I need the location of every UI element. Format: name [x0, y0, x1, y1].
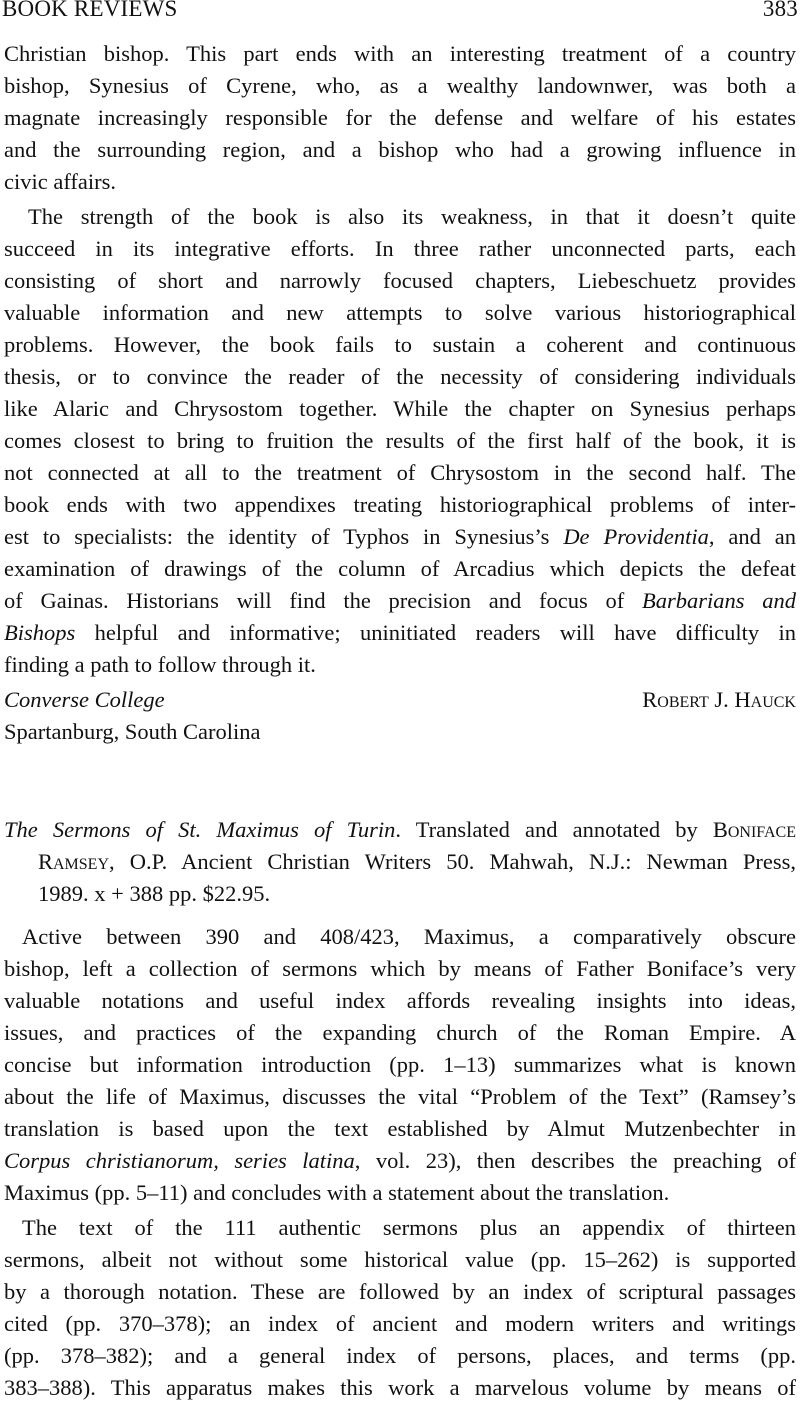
citation-line: Ramsey, O.P. Ancient Christian Writers 50. Mahwah, N.J.: Newman Press,	[38, 849, 796, 874]
reviewer-location: Spartanburg, South Carolina	[4, 719, 261, 744]
text-line: problems. However, the book fails to sustain a coherent and continuous	[4, 332, 796, 357]
text-line: The text of the 111 authentic sermons plus an appendix of thirteen	[22, 1215, 796, 1240]
citation-line: 1989. x + 388 pp. $22.95.	[38, 881, 271, 906]
text-line: examination of drawings of the column of Arcadius which depicts the defeat	[4, 556, 796, 581]
text-line: Corpus christianorum, series latina, vol. 23), then describes the preaching of	[4, 1148, 796, 1173]
page-number: 383	[762, 0, 798, 21]
reviewer-name: Robert J. Hauck	[642, 687, 796, 712]
text-line: book ends with two appendixes treating historiographical problems of inter-	[4, 492, 796, 517]
text-line: issues, and practices of the expanding church of the Roman Empire. A	[4, 1020, 796, 1045]
editor-first-name: Boniface	[712, 817, 796, 842]
text-line: translation is based upon the text established by Almut Mutzenbechter in	[4, 1116, 796, 1141]
text-line: consisting of short and narrowly focused chapters, Liebeschuetz provides	[4, 268, 796, 293]
text-line: bishop, left a collection of sermons which by means of Father Boniface’s very	[4, 956, 796, 981]
running-title: BOOK REVIEWS	[2, 0, 178, 21]
editor-last-name: Ramsey	[38, 849, 110, 874]
citation-line: The Sermons of St. Maximus of Turin. Translated and annotated by Boniface	[4, 817, 796, 842]
text-line: magnate increasingly responsible for the defense and welfare of his estates	[4, 105, 796, 130]
text-line: civic affairs.	[4, 169, 117, 194]
text-line: concise but information introduction (pp. 1–13) summarizes what is known	[4, 1052, 796, 1077]
text-line: Bishops helpful and informative; uninitiated readers will have difficulty in	[4, 620, 796, 645]
text-line: Christian bishop. This part ends with an interesting treatment of a country	[4, 41, 796, 66]
text-line: succeed in its integrative efforts. In three rather unconnected parts, each	[4, 236, 796, 261]
text-line: comes closest to bring to fruition the results of the first half of the book, it is	[4, 428, 796, 453]
text-line: Active between 390 and 408/423, Maximus, a comparatively obscure	[22, 924, 796, 949]
book-title-italic: Barbarians and	[642, 588, 797, 613]
text-line: est to specialists: the identity of Typhos in Synesius’s De Providentia, and an	[4, 524, 796, 549]
text-line: about the life of Maximus, discusses the vital “Problem of the Text” (Ramsey’s	[4, 1084, 796, 1109]
text-line: 383–388). This apparatus makes this work a marvelous volume by means of	[4, 1375, 796, 1400]
book-title-italic: De Providentia	[563, 524, 709, 549]
series-title-italic: Corpus christianorum, series latina	[4, 1148, 355, 1173]
text-line: and the surrounding region, and a bishop who had a growing influence in	[4, 137, 796, 162]
signature-location-row	[4, 716, 796, 748]
running-head	[2, 0, 798, 26]
text-line: Maximus (pp. 5–11) and concludes with a statement about the translation.	[4, 1180, 670, 1205]
text-line: (pp. 378–382); and a general index of persons, places, and terms (pp.	[4, 1343, 796, 1368]
text-line: bishop, Synesius of Cyrene, who, as a wealthy landownwer, was both a	[4, 73, 796, 98]
reviewer-institution: Converse College	[4, 687, 165, 712]
text-line: valuable information and new attempts to solve various historiographical	[4, 300, 796, 325]
text-line: by a thorough notation. These are followed by an index of scriptural passages	[4, 1279, 796, 1304]
text-line: like Alaric and Chrysostom together. While the chapter on Synesius perhaps	[4, 396, 796, 421]
book-title: The Sermons of St. Maximus of Turin	[4, 817, 396, 842]
text-line: cited (pp. 370–378); an index of ancient and modern writers and writings	[4, 1311, 796, 1336]
text-line: sermons, albeit not without some historical value (pp. 15–262) is supported	[4, 1247, 796, 1272]
text-line: thesis, or to convince the reader of the necessity of considering individuals	[4, 364, 796, 389]
text-line: finding a path to follow through it.	[4, 652, 316, 677]
signature-row	[4, 684, 796, 716]
book-title-italic: Bishops	[4, 620, 76, 645]
text-line: The strength of the book is also its weakness, in that it doesn’t quite	[28, 204, 796, 229]
text-line: valuable notations and useful index affords revealing insights into ideas,	[4, 988, 796, 1013]
text-line: not connected at all to the treatment of Chrysostom in the second half. The	[4, 460, 796, 485]
text-line: of Gainas. Historians will find the precision and focus of Barbarians and	[4, 588, 797, 613]
